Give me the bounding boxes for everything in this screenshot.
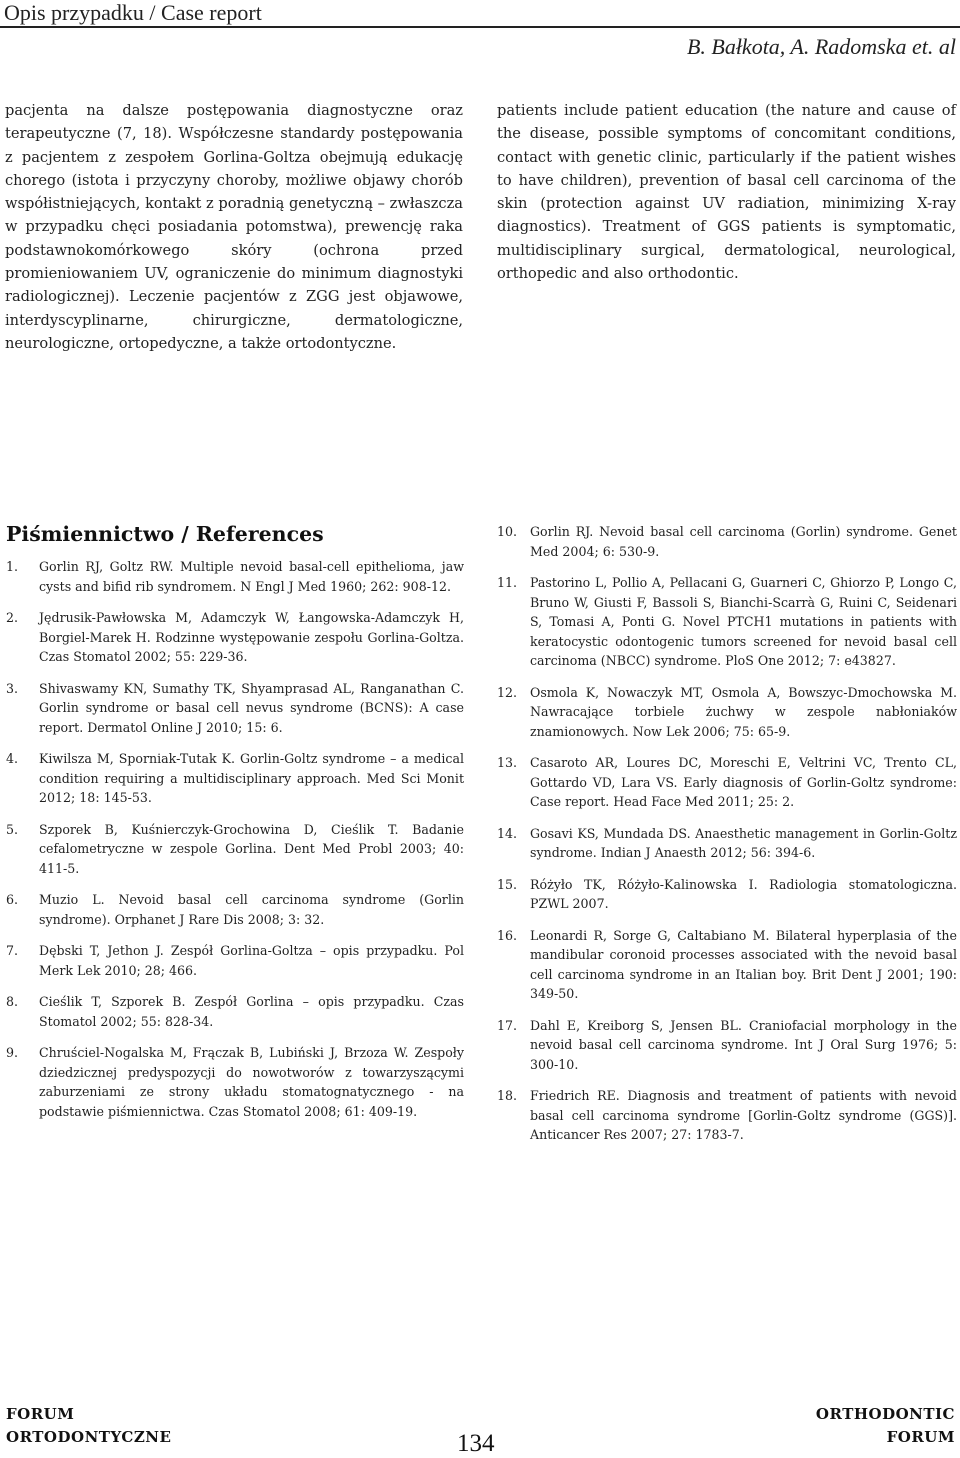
reference-number: 12. xyxy=(497,684,518,700)
footer-journal-pl-line1: FORUM xyxy=(6,1405,75,1423)
reference-text: Gosavi KS, Mundada DS. Anaesthetic management in Gorlin-Goltz syndrome. Indian J Anaesth 2012; 56: 394-6. xyxy=(530,825,957,860)
reference-number: 11. xyxy=(497,575,518,590)
body-text-english: patients include patient education (the nature and cause of the disease, possible symptoms of concomitant conditions, contact with genetic clinic, particularly if the patient wishes to have children), prevention of basal cell carcinoma of the skin (protection against UV radiation, minimizing X-ray diagnostics). Treatment of GGS patients is symptomatic, multidisciplinary surgical, dermatological, neurological, orthopedic and also orthodontic. xyxy=(497,102,956,283)
reference-item xyxy=(6,820,464,879)
reference-item xyxy=(6,941,464,980)
reference-number: 15. xyxy=(497,876,518,892)
reference-item xyxy=(497,926,957,1004)
reference-number: 14. xyxy=(497,825,518,841)
reference-item xyxy=(497,753,957,812)
reference-text: Kiwilsza M, Sporniak-Tutak K. Gorlin-Goltz syndrome – a medical condition requiring a multidisciplinary approach. Med Sci Monit 2012; 18: 145-53. xyxy=(39,751,464,805)
reference-item xyxy=(6,992,464,1031)
reference-number: 18. xyxy=(497,1088,518,1103)
reference-number: 1. xyxy=(6,559,19,574)
reference-number: 6. xyxy=(6,892,19,907)
reference-number: 13. xyxy=(497,755,518,770)
reference-text: Cieślik T, Szporek B. Zespół Gorlina – opis przypadku. Czas Stomatol 2002; 55: 828-34. xyxy=(39,994,464,1029)
reference-number: 2. xyxy=(6,610,19,625)
reference-item xyxy=(497,1016,957,1075)
reference-text: Dahl E, Kreiborg S, Jensen BL. Craniofacial morphology in the nevoid basal cell carcinoma syndrome. Int J Oral Surg 1976; 5: 300-10. xyxy=(530,1017,957,1072)
reference-number: 9. xyxy=(6,1045,19,1060)
reference-number: 3. xyxy=(6,680,19,696)
reference-item xyxy=(6,557,464,596)
reference-text: Jędrusik-Pawłowska M, Adamczyk W, Łangowska-Adamczyk H, Borgiel-Marek H. Rodzinne występowanie zespołu Gorlina-Goltza. Czas Stomatol 2002; 55: 229-36. xyxy=(39,610,464,664)
reference-item xyxy=(497,1086,957,1145)
reference-text: Casaroto AR, Loures DC, Moreschi E, Veltrini VC, Trento CL, Gottardo VD, Lara VS. Early diagnosis of Gorlin-Goltz syndrome: Case report. Head Face Med 2011; 25: 2. xyxy=(530,755,957,809)
reference-text: Muzio L. Nevoid basal cell carcinoma syndrome (Gorlin syndrome). Orphanet J Rare Dis 2008; 3: 32. xyxy=(39,892,464,927)
reference-item xyxy=(497,824,957,863)
reference-item xyxy=(497,522,957,561)
reference-text: Gorlin RJ, Goltz RW. Multiple nevoid basal-cell epithelioma, jaw cysts and bifid rib syndromem. N Engl J Med 1960; 262: 908-12. xyxy=(39,559,464,594)
reference-item xyxy=(497,573,957,671)
reference-item xyxy=(497,683,957,742)
reference-text: Szporek B, Kuśnierczyk-Grochowina D, Cieślik T. Badanie cefalometryczne w zespole Gorlina. Dent Med Probl 2003; 40: 411-5. xyxy=(39,821,464,876)
reference-number: 10. xyxy=(497,524,518,539)
body-text-polish: pacjenta na dalsze postępowania diagnostyczne oraz terapeutyczne (7, 18). Współczesne standardy postępowania z pacjentem z zespołem Gorlina-Goltza obejmują edukację chorego (istota i przyczyny choroby, możliwe objawy chorób współistniejących, kontakt z poradnią genetyczną – zwłaszcza w przypadku chęci posiadania potomstwa), prewencję raka podstawnokomórkowego skóry (ochrona przed promieniowaniem UV, ograniczenie do minimum diagnostyki radiologicznej). Leczenie pacjentów z ZGG jest objawowe, interdyscyplinarne, chirurgiczne, dermatologiczne, neurologiczne, ortopedyczne, a także ortodontyczne. xyxy=(5,102,463,352)
section-label: Opis przypadku / Case report xyxy=(4,0,262,25)
reference-list-right xyxy=(497,522,957,1157)
reference-item xyxy=(6,890,464,929)
reference-number: 8. xyxy=(6,994,19,1009)
reference-number: 17. xyxy=(497,1017,518,1033)
reference-text: Dębski T, Jethon J. Zespół Gorlina-Goltza – opis przypadku. Pol Merk Lek 2010; 28; 466. xyxy=(39,943,464,978)
references-heading: Piśmiennictwo / References xyxy=(6,522,324,546)
reference-text: Osmola K, Nowaczyk MT, Osmola A, Bowszyc-Dmochowska M. Nawracające torbiele żuchwy w zespole nabłoniaków znamionowych. Now Lek 2006; 75: 65-9. xyxy=(530,684,957,739)
running-authors: B. Bałkota, A. Radomska et. al xyxy=(686,34,956,59)
reference-text: Różyło TK, Różyło-Kalinowska I. Radiologia stomatologiczna. PZWL 2007. xyxy=(530,876,957,911)
reference-text: Leonardi R, Sorge G, Caltabiano M. Bilateral hyperplasia of the mandibular coronoid processes associated with the nevoid basal cell carcinoma syndrome in an Italian boy. Brit Dent J 2001; 190: 349-50. xyxy=(530,927,957,1001)
header-rule xyxy=(0,26,960,28)
reference-text: Gorlin RJ. Nevoid basal cell carcinoma (Gorlin) syndrome. Genet Med 2004; 6: 530-9. xyxy=(530,524,957,559)
reference-text: Friedrich RE. Diagnosis and treatment of patients with nevoid basal cell carcinoma syndrome [Gorlin-Goltz syndrome (GGS)]. Anticancer Res 2007; 27: 1783-7. xyxy=(530,1088,957,1142)
footer-journal-en-line2: FORUM xyxy=(886,1428,955,1446)
reference-item xyxy=(6,749,464,808)
footer-journal-pl-line2: ORTODONTYCZNE xyxy=(6,1428,172,1446)
reference-item xyxy=(497,875,957,914)
reference-text: Shivaswamy KN, Sumathy TK, Shyamprasad AL, Ranganathan C. Gorlin syndrome or basal cell nevus syndrome (BCNS): A case report. Dermatol Online J 2010; 15: 6. xyxy=(39,680,464,735)
reference-item xyxy=(6,1043,464,1121)
reference-number: 4. xyxy=(6,751,19,766)
reference-text: Chruściel-Nogalska M, Frączak B, Lubiński J, Brzoza W. Zespoły dziedzicznej predyspozycji do nowotworów z towarzyszącymi zaburzeniami ze strony układu stomatognatycznego - na podstawie piśmiennictwa. Czas Stomatol 2008; 61: 409-19. xyxy=(39,1045,464,1119)
reference-text: Pastorino L, Pollio A, Pellacani G, Guarneri C, Ghiorzo P, Longo C, Bruno W, Giusti F, Bassoli S, Bianchi-Scarrà G, Ruini C, Seidenari S, Tomasi A, Ponti G. Novel PTCH1 mutations in patients with keratocystic odontogenic tumors screened for nevoid basal cell carcinoma (NBCC) syndrome. PloS One 2012; 7: e43827. xyxy=(530,575,957,668)
reference-list-left xyxy=(6,557,464,1133)
reference-item xyxy=(6,608,464,667)
page-number: 134 xyxy=(457,1430,495,1457)
reference-item xyxy=(6,679,464,738)
reference-number: 16. xyxy=(497,927,518,943)
footer-journal-en-line1: ORTHODONTIC xyxy=(815,1405,955,1423)
reference-number: 7. xyxy=(6,943,19,958)
reference-number: 5. xyxy=(6,821,19,837)
